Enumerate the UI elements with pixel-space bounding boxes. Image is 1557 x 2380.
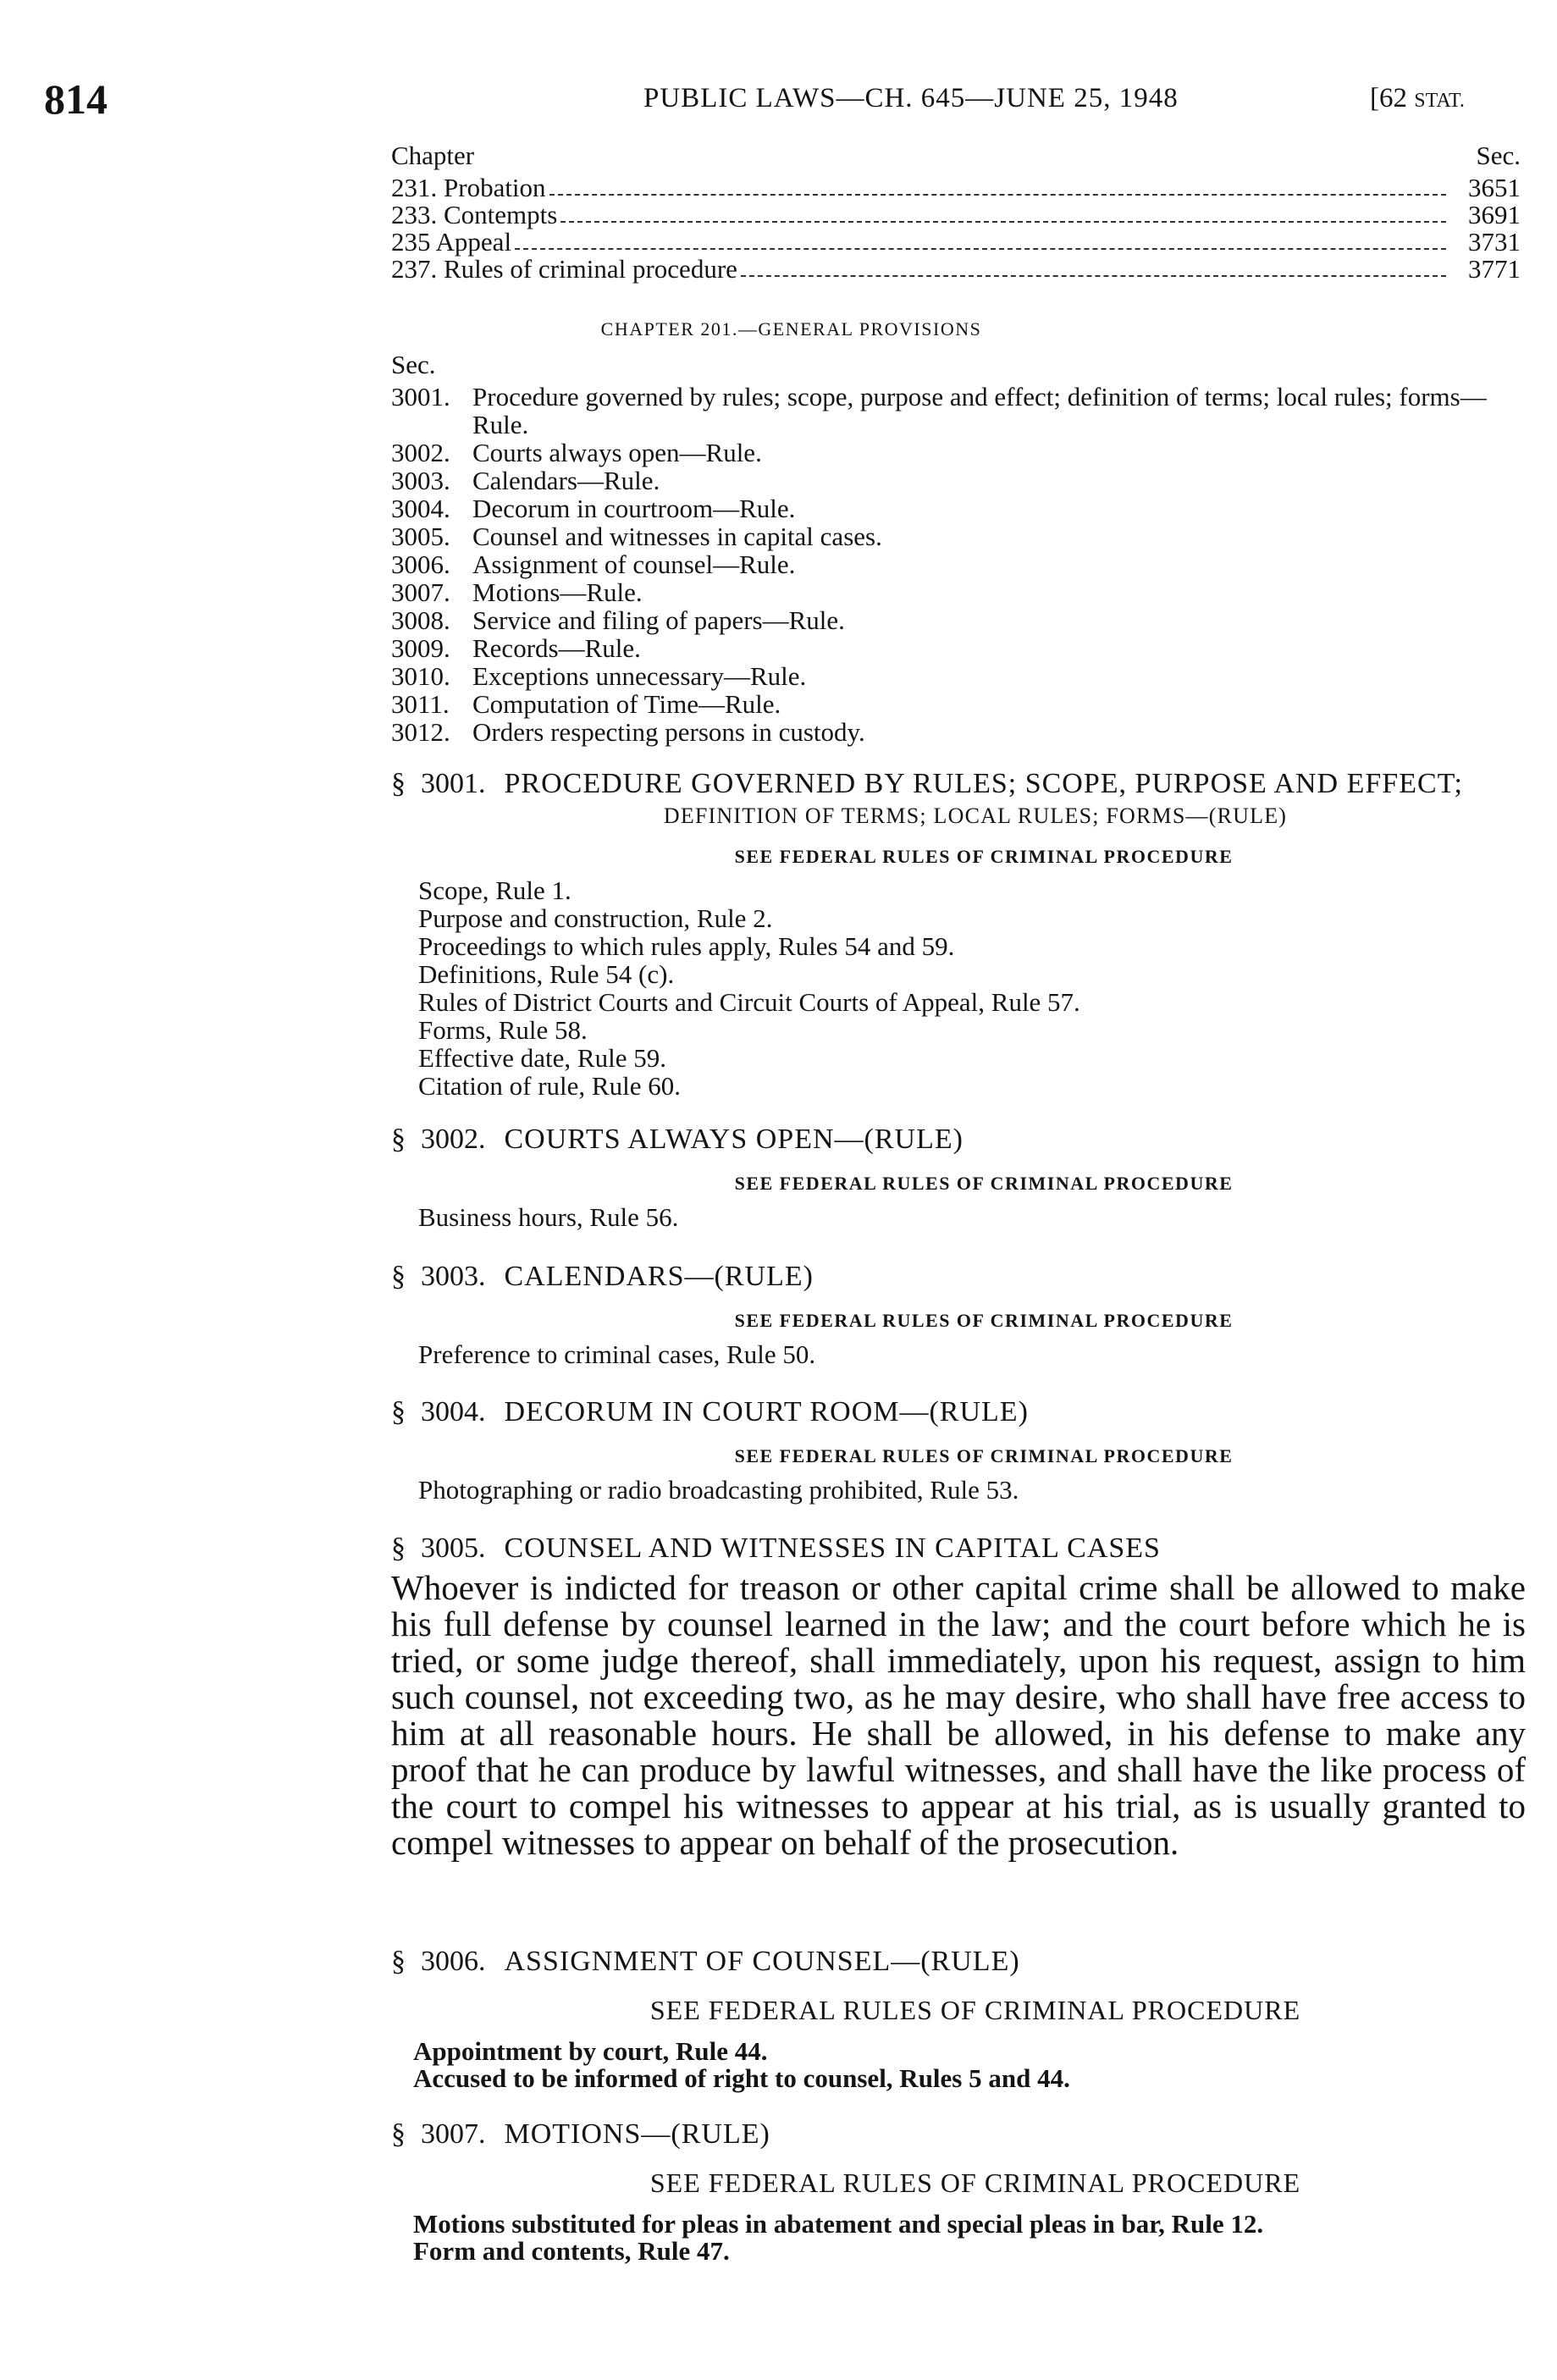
- see-also-note: SEE FEDERAL RULES OF CRIMINAL PROCEDURE: [649, 2167, 1301, 2198]
- see-also-note: SEE FEDERAL RULES OF CRIMINAL PROCEDURE: [734, 846, 1234, 867]
- rule-reference: Motions substituted for pleas in abatement and special pleas in bar, Rule 12.: [413, 2209, 1264, 2239]
- section-3006: [391, 1944, 1526, 2092]
- section-3003: [391, 1259, 1526, 1368]
- running-head: [0, 75, 1557, 125]
- section-symbol: §: [391, 1261, 406, 1292]
- toc-row: [391, 202, 1521, 229]
- list-item-title: Procedure governed by rules; scope, purpose and effect; definition of terms; local rules; forms—Rule.: [472, 382, 1487, 439]
- section-title: COUNSEL AND WITNESSES IN CAPITAL CASES: [504, 1532, 1161, 1564]
- section-symbol: §: [391, 768, 406, 799]
- stat-label: STAT.: [1414, 90, 1465, 112]
- list-item-number: 3002.: [391, 438, 450, 467]
- section-symbol: §: [391, 2118, 406, 2150]
- stat-volume: [62: [1370, 83, 1415, 113]
- list-item-number: 3007.: [391, 577, 450, 607]
- rule-references: [391, 2211, 1526, 2265]
- section-title: COURTS ALWAYS OPEN—(RULE): [504, 1124, 963, 1155]
- section-title: DECORUM IN COURT ROOM—(RULE): [504, 1396, 1029, 1427]
- rule-reference: Appointment by court, Rule 44.: [413, 2036, 768, 2066]
- see-also-note: SEE FEDERAL RULES OF CRIMINAL PROCEDURE: [734, 1173, 1234, 1194]
- list-item-title: Exceptions unnecessary—Rule.: [472, 661, 807, 691]
- list-item: [391, 494, 1526, 522]
- list-item-number: 3009.: [391, 633, 450, 663]
- section-number: 3007.: [421, 2118, 486, 2150]
- section-3005: [391, 1531, 1526, 1861]
- section-title-continued: DEFINITION OF TERMS; LOCAL RULES; FORMS—(RULE): [663, 803, 1288, 828]
- toc-row: [391, 229, 1521, 256]
- list-item-number: 3011.: [391, 689, 450, 719]
- list-item-number: 3010.: [391, 661, 450, 691]
- list-item-number: 3005.: [391, 522, 450, 551]
- rule-references: [391, 2038, 1526, 2092]
- list-item: [391, 439, 1526, 467]
- toc-sec-label: Sec.: [1476, 141, 1521, 170]
- chapter-heading: [0, 318, 1557, 340]
- section-symbol: §: [391, 1124, 406, 1155]
- section-number: 3001.: [421, 768, 486, 799]
- list-item-number: 3008.: [391, 605, 450, 635]
- list-item-title: Orders respecting persons in custody.: [472, 717, 865, 747]
- list-item-title: Assignment of counsel—Rule.: [472, 549, 796, 579]
- list-item: [391, 662, 1526, 690]
- section-title: MOTIONS—(RULE): [504, 2118, 770, 2150]
- list-item: [391, 606, 1526, 634]
- rule-references: [391, 1340, 1526, 1368]
- section-heading: [391, 1944, 1526, 1980]
- rule-reference: Accused to be informed of right to counsel, Rules 5 and 44.: [413, 2063, 1070, 2093]
- dot-leader: [741, 275, 1446, 277]
- rule-reference: Rules of District Courts and Circuit Courts of Appeal, Rule 57.: [418, 987, 1080, 1017]
- rule-references: [391, 876, 1526, 1100]
- section-body: Whoever is indicted for treason or other capital crime shall be allowed to make his full defense by counsel learned in the law; and the court before which he is tried, or some judge thereof, shall immediately, upon his request, assign to him such counsel, not exceeding two, as he may desire, who shall have free access to him at all reasonable hours. He shall be allowed, in his defense to make any proof that he can produce by lawful witnesses, and shall have the like process of the court to compel his witnesses to appear at his trial, as is usually granted to compel witnesses to appear on behalf of the prosecution.: [391, 1568, 1526, 1862]
- list-item-title: Computation of Time—Rule.: [472, 689, 781, 719]
- section-title: CALENDARS—(RULE): [504, 1261, 814, 1292]
- list-item: [391, 634, 1526, 662]
- rule-reference: Form and contents, Rule 47.: [413, 2236, 730, 2266]
- list-item-number: 3003.: [391, 466, 450, 495]
- section-number: 3006.: [421, 1946, 486, 1977]
- rule-reference: Business hours, Rule 56.: [418, 1202, 679, 1232]
- section-3004: [391, 1394, 1526, 1504]
- toc-row-sec: 3691: [1468, 200, 1521, 229]
- section-title: PROCEDURE GOVERNED BY RULES; SCOPE, PURPOSE AND EFFECT;: [504, 768, 1463, 799]
- list-item-title: Counsel and witnesses in capital cases.: [472, 522, 882, 551]
- toc-row: [391, 256, 1521, 283]
- chapter-title: —GENERAL PROVISIONS: [737, 318, 982, 340]
- rule-reference: Photographing or radio broadcasting prohibited, Rule 53.: [418, 1475, 1019, 1505]
- section-heading: [391, 1122, 1526, 1157]
- toc-row-sec: 3731: [1468, 227, 1521, 257]
- chapter-number: CHAPTER 201.: [600, 318, 738, 340]
- list-item-number: 3004.: [391, 494, 450, 523]
- section-symbol: §: [391, 1532, 406, 1564]
- see-also-note: SEE FEDERAL RULES OF CRIMINAL PROCEDURE: [734, 1310, 1234, 1331]
- list-item-title: Courts always open—Rule.: [472, 438, 762, 467]
- list-item-title: Calendars—Rule.: [472, 466, 660, 495]
- rule-reference: Purpose and construction, Rule 2.: [418, 903, 773, 933]
- dot-leader: [560, 221, 1446, 223]
- chapter-toc: [391, 142, 1521, 283]
- section-heading: [391, 1531, 1526, 1566]
- toc-row: [391, 174, 1521, 202]
- list-item: [391, 690, 1526, 718]
- rule-references: [391, 1476, 1526, 1504]
- toc-chapter-label: Chapter: [391, 141, 475, 170]
- section-number: 3003.: [421, 1261, 486, 1292]
- section-number: 3002.: [421, 1124, 486, 1155]
- section-list: [391, 351, 1526, 746]
- list-item: [391, 383, 1526, 439]
- list-item: [391, 718, 1526, 746]
- statute-citation: [1370, 83, 1465, 114]
- section-heading: [391, 1259, 1526, 1295]
- list-item: [391, 522, 1526, 550]
- toc-header: [391, 142, 1521, 174]
- rule-reference: Scope, Rule 1.: [418, 875, 571, 905]
- list-item-number: 3012.: [391, 717, 450, 747]
- section-heading: [391, 766, 1526, 802]
- toc-row-label: 235 Appeal: [391, 227, 512, 257]
- toc-row-label: 231. Probation: [391, 173, 546, 202]
- list-item-title: Records—Rule.: [472, 633, 641, 663]
- running-title: PUBLIC LAWS—CH. 645—JUNE 25, 1948: [643, 83, 1179, 113]
- list-item-title: Service and filing of papers—Rule.: [472, 605, 845, 635]
- section-list-label: Sec.: [391, 350, 436, 379]
- section-heading: [391, 1394, 1526, 1430]
- toc-row-sec: 3651: [1468, 173, 1521, 202]
- list-item-number: 3001.: [391, 382, 450, 411]
- toc-row-label: 233. Contempts: [391, 200, 558, 229]
- see-also-note: SEE FEDERAL RULES OF CRIMINAL PROCEDURE: [734, 1445, 1234, 1466]
- section-heading: [391, 2117, 1526, 2152]
- section-symbol: §: [391, 1946, 406, 1977]
- section-3002: [391, 1122, 1526, 1231]
- list-item: [391, 550, 1526, 578]
- toc-row-sec: 3771: [1468, 254, 1521, 284]
- list-item: [391, 467, 1526, 494]
- section-title: ASSIGNMENT OF COUNSEL—(RULE): [504, 1946, 1020, 1977]
- list-item-title: Decorum in courtroom—Rule.: [472, 494, 796, 523]
- rule-reference: Forms, Rule 58.: [418, 1015, 588, 1045]
- section-3001: [391, 766, 1526, 1100]
- dot-leader: [515, 248, 1446, 250]
- toc-row-label: 237. Rules of criminal procedure: [391, 254, 737, 284]
- rule-reference: Definitions, Rule 54 (c).: [418, 959, 675, 989]
- list-item-title: Motions—Rule.: [472, 577, 643, 607]
- rule-references: [391, 1203, 1526, 1231]
- list-item: [391, 578, 1526, 606]
- dot-leader: [549, 194, 1446, 196]
- rule-reference: Preference to criminal cases, Rule 50.: [418, 1339, 816, 1369]
- section-symbol: §: [391, 1396, 406, 1427]
- list-item-number: 3006.: [391, 549, 450, 579]
- see-also-note: SEE FEDERAL RULES OF CRIMINAL PROCEDURE: [649, 1995, 1301, 2025]
- section-number: 3004.: [421, 1396, 486, 1427]
- rule-reference: Proceedings to which rules apply, Rules 54 and 59.: [418, 931, 955, 961]
- section-3007: [391, 2117, 1526, 2265]
- rule-reference: Citation of rule, Rule 60.: [418, 1071, 681, 1101]
- rule-reference: Effective date, Rule 59.: [418, 1043, 666, 1073]
- page-number: 814: [44, 75, 108, 123]
- section-number: 3005.: [421, 1532, 486, 1564]
